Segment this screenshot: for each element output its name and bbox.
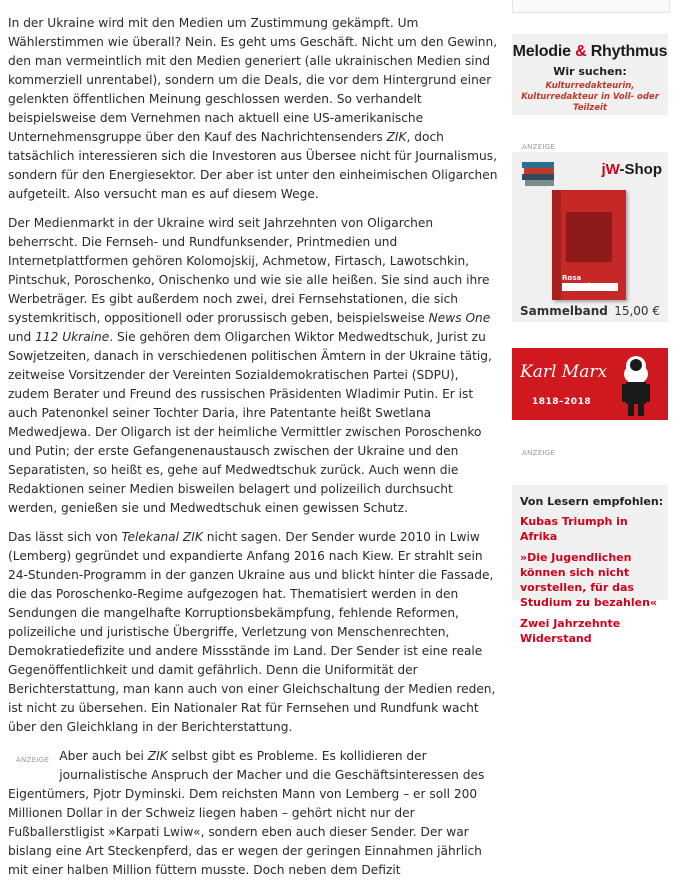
ad-label: ANZEIGE xyxy=(522,143,556,151)
mr-jobs: Kulturredakteurin, Kulturredakteur in Voll- oder Teilzeit xyxy=(521,81,659,113)
melodie-rhythmus-ad[interactable] xyxy=(512,34,668,115)
sidebar-top-box xyxy=(512,0,670,13)
marx-years: 1818–2018 xyxy=(532,397,592,407)
italic-news-one: News One xyxy=(428,311,491,325)
text: nicht sagen. Der Sender wurde 2010 in Lwiw (Lemberg) gegründet und expandierte Anfang 2016 nach Kiew. Er strahlt sein 24-Stunden-Programm in der ganzen Ukraine aus und blickt hinter die Fassade, die das Poroschenko-Regime aufgezogen hat. Thematisiert werden in den Sendungen die mangelhafte Korruptionsbekämpfung, fehlende Reformen, polizeiliche und juristische Übergriffe, Verletzung von Menschenrechten, Demokratiedefizite und andere Missstände im Land. Der Sender ist eine reale Gegenöffentlichkeit und damit gefährlich. Denn die Uniformität der Berichterstattung, man kann auch von einer Gleichschaltung der Medien reden, ist nicht zu übersehen. Ein Nationaler Rat für Fernsehen und Rundfunk wacht über den Gleichklang in der Berichterstattung. xyxy=(8,530,496,734)
italic-zik: ZIK xyxy=(147,749,168,763)
shop-footer xyxy=(520,304,664,318)
text: Aber auch bei xyxy=(59,749,148,763)
shop-text: -Shop xyxy=(619,161,662,178)
mr-title-a: Melodie xyxy=(512,43,571,60)
text: . Sie gehören dem Oligarchen Wiktor Medwedtschuk, Jurist zu Sowjetzeiten, danach in verschiedenen politischen Ämtern in der Ukraine tätig, zeitweise Vorsitzender der Vereinten Sozialdemokratischen Partei (SDPU), zudem Berater und Freund des russischen Präsidenten Wladimir Putin. Er ist auch Patenonkel seiner Tochter Daria, ihre Patentante heißt Swetlana Medwedjewa. Der Oligarch ist der heimliche Vermittler zwischen Poroschenko und Putin; der erste Gefangenenaustausch zwischen der Ukraine und den Separatisten, so heißt es, gehe auf Medwedtschuk zurück. Auch wenn die Redaktionen seiner Medien bisweilen belagert und polizeilich durchsucht werden, genießen sie und Medwedtschuk einen gewissen Schutz. xyxy=(8,330,492,515)
ad-label: ANZEIGE xyxy=(16,756,50,764)
text: selbst gibt es Probleme. Es kollidieren der journalistische Anspruch der Macher und die Geschäftsinteressen des Eigentümers, Pjotr Dyminski. Dem reichsten Mann von Lemberg – er soll 200 Millionen Dollar in der Schweiz liegen haben – gehört nicht nur der Fußballerstligist »Karpati Lwiw«, sondern eben auch dieser Sender. Der war bislang eine Art Steckenpferd, das er wegen der geringen Einnahmen jährlich mit einer halben Million füttern musste. Doch neben dem Defizit xyxy=(8,749,485,877)
readers-recommend xyxy=(512,485,668,645)
marx-name: Karl Marx xyxy=(520,362,608,382)
book-cover xyxy=(552,190,626,300)
marx-figure-icon xyxy=(614,354,658,416)
article-paragraph-3 xyxy=(8,528,498,737)
jw-shop-ad[interactable] xyxy=(512,152,668,322)
shop-price: 15,00 € xyxy=(614,304,660,318)
italic-zik: ZIK xyxy=(386,130,407,144)
article-paragraph-4 xyxy=(8,747,498,880)
book-spine xyxy=(552,190,561,300)
mr-title xyxy=(512,43,668,61)
jw-letters: jW xyxy=(601,161,620,178)
text: In der Ukraine wird mit den Medien um Zustimmung gekämpft. Um Wählerstimmen wie überall? Nein. Es geht ums Geschäft. Nicht um den Gewinn, den man vermeintlich mit den Medien generiert (alle ukrainischen Medien sind kommerziell unrentabel), sondern um die Deals, die vor dem Hintergrund einer gelenkten öffentlichen Meinung geschlossen werden. So verhandelt beispielsweise dem Vernehmen nach aktuell eine US-amerikanische Unternehmensgruppe über den Kauf des Nachrichtensenders xyxy=(8,16,498,144)
jw-shop-logo xyxy=(601,161,662,178)
text: und xyxy=(8,330,36,344)
mr-amp: & xyxy=(570,43,591,60)
italic-telekanal-zik: Telekanal ZIK xyxy=(121,530,203,544)
reader-link-3[interactable]: Zwei Jahrzehnte Widerstand xyxy=(520,617,621,645)
text: , doch tatsächlich interessieren sich die Investoren aus Übersee nicht für Journalismus, sondern für den Energiesektor. Der aber ist unter den einheimischen Oligarchen aufgeteilt. Also versucht man es auf diesem Wege. xyxy=(8,130,498,201)
article-paragraph-2 xyxy=(8,214,498,518)
text: Das lässt sich von xyxy=(8,530,122,544)
portrait-image xyxy=(566,212,612,262)
books-icon xyxy=(522,162,556,186)
readers-heading: Von Lesern empfohlen: xyxy=(520,495,664,508)
reader-link-2[interactable]: »Die Jugendlichen können sich nicht vorstellen, für das Studium zu bezahlen« xyxy=(520,551,658,609)
mr-title-b: Rhythmus xyxy=(590,43,668,60)
book-band xyxy=(562,283,618,291)
karl-marx-ad[interactable] xyxy=(512,348,668,420)
book-name: Rosa xyxy=(562,274,582,282)
text: Der Medienmarkt in der Ukraine wird seit Jahrzehnten von Oligarchen beherrscht. Die Fernseh- und Rundfunksender, Printmedien und Internetplattformen gehören Kolomojskij, Achmetow, Firtasch, Lawotschkin, Pintschuk, Poroschenko, Onischenko und wie sie alle heißen. Sie sind auch ihre Werbeträger. Es gibt außerdem noch zwei, drei Fernsehstationen, die sich systemkritisch, oppositionell oder prorussisch geben, beispielsweise xyxy=(8,216,490,325)
article-paragraph-1 xyxy=(8,14,498,204)
italic-112-ukraine: 112 Ukraine xyxy=(35,330,110,344)
shop-label: Sammelband xyxy=(520,304,608,318)
reader-link-1[interactable]: Kubas Triumph in Afrika xyxy=(520,515,628,543)
ad-label: ANZEIGE xyxy=(522,449,556,457)
mr-subtitle: Wir suchen: xyxy=(553,65,627,78)
article-body xyxy=(8,0,498,880)
